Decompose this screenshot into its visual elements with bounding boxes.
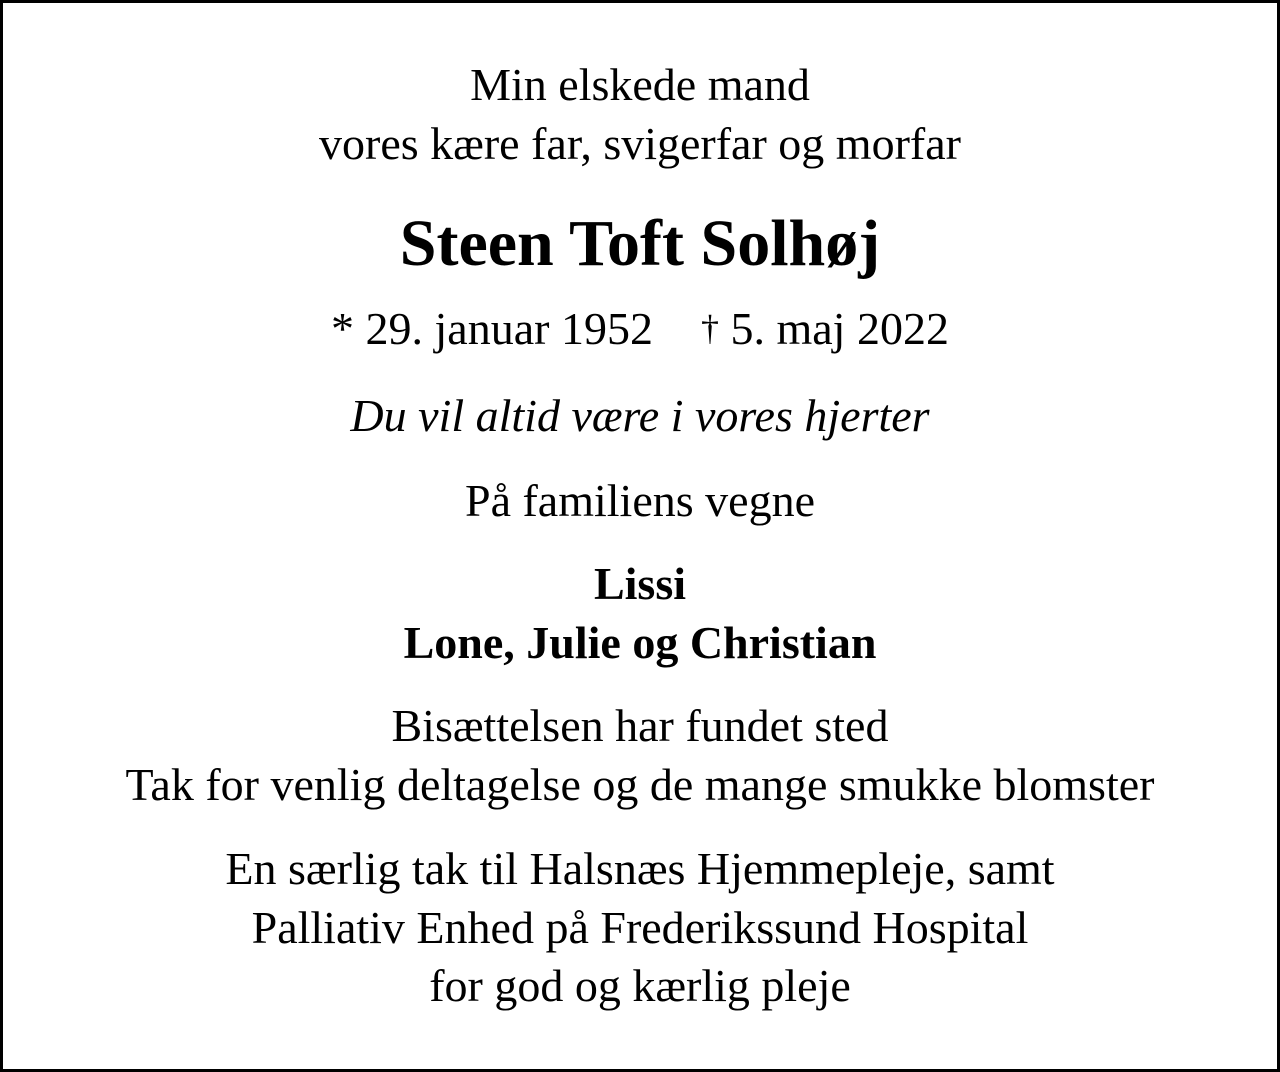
death-date: 5. maj 2022 [730,303,949,354]
intro-line-1: Min elskede mand [470,59,810,110]
birth-symbol: * [331,303,355,354]
signature-line-1: Lissi [593,558,687,609]
on-behalf-text: På familiens vegne [464,475,815,526]
death-symbol: † [700,308,719,348]
signature-line-2: Lone, Julie og Christian [403,617,877,668]
thanks-line-2: Palliativ Enhed på Frederikssund Hospital [251,902,1029,953]
birth-date: 29. januar 1952 [365,303,653,354]
deceased-name: Steen Toft Solhøj [399,207,881,280]
thanks-line-3: for god og kærlig pleje [429,960,851,1011]
intro-line-2: vores kære far, svigerfar og morfar [319,118,961,169]
thanks-line-1: En særlig tak til Halsnæs Hjemmepleje, samt [225,843,1055,894]
funeral-notice-line-2: Tak for venlig deltagelse og de mange smukke blomster [125,759,1155,810]
life-dates [0,299,1280,358]
funeral-notice-line-1: Bisættelsen har fundet sted [391,700,889,751]
memorial-quote: Du vil altid være i vores hjerter [350,390,930,441]
